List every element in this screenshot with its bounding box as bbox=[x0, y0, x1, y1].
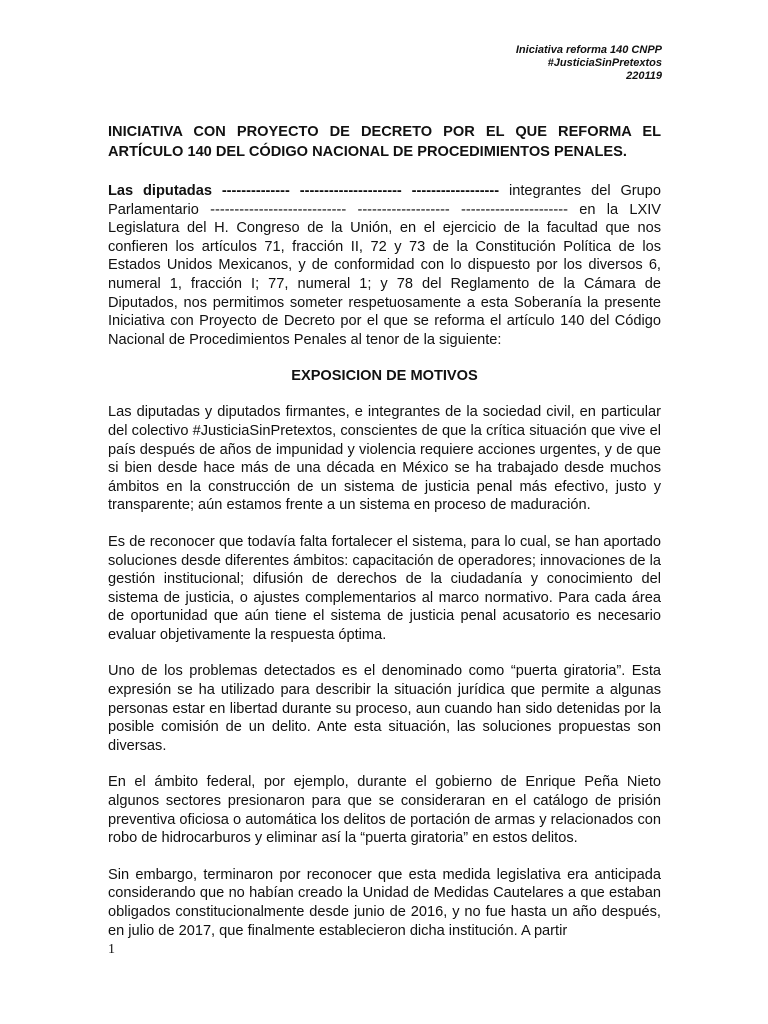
header-line-hashtag: #JusticiaSinPretextos bbox=[547, 57, 662, 69]
document-title: INICIATIVA CON PROYECTO DE DECRETO POR EL QUE REFORMA EL ARTÍCULO 140 DEL CÓDIGO NACIONAL DE PROCEDIMIENTOS PENALES. bbox=[108, 124, 661, 160]
page-number: 1 bbox=[108, 942, 115, 957]
intro-paragraph bbox=[108, 182, 661, 349]
paragraph-2: Es de reconocer que todavía falta fortalecer el sistema, para lo cual, se han aportado soluciones desde diferentes ámbitos: capacitación de operadores; innovaciones de la gestión institucional; difusión de derechos de la ciudadanía y conocimiento del sistema de justicia, o ajustes complementarios al marco normativo. Para cada área de oportunidad que aún tiene el sistema de justicia penal acusatorio es necesario evaluar objetivamente la respuesta óptima. bbox=[108, 533, 661, 643]
paragraph-1: Las diputadas y diputados firmantes, e integrantes de la sociedad civil, en particular del colectivo #JusticiaSinPretextos, conscientes de que la crítica situación que vive el país después de años de impunidad y violencia requiere acciones urgentes, y de que si bien desde hace más de una década en México se ha trabajado desde muchos ámbitos en la construcción de un sistema de justicia penal más efectivo, justo y transparente; aún estamos frente a un sistema en proceso de maduración. bbox=[108, 404, 661, 514]
document-body bbox=[108, 122, 674, 958]
section-title: EXPOSICION DE MOTIVOS bbox=[291, 368, 478, 385]
header-line-date: 220119 bbox=[626, 70, 662, 82]
intro-bold-text: Las diputadas -------------- --------------------- ------------------ bbox=[108, 183, 500, 199]
header-line-initiative: Iniciativa reforma 140 CNPP bbox=[515, 44, 662, 56]
document-header bbox=[516, 44, 662, 83]
paragraph-4: En el ámbito federal, por ejemplo, durante el gobierno de Enrique Peña Nieto algunos sectores presionaron para que se consideraran en el catálogo de prisión preventiva oficiosa o automática los delitos de portación de armas y relacionados con robo de hidrocarburos y eliminar así la “puerta giratoria” en estos delitos. bbox=[108, 774, 661, 847]
paragraph-5: Sin embargo, terminaron por reconocer que esta medida legislativa era anticipada considerando que no habían creado la Unidad de Medidas Cautelares a que estaban obligados constitucionalmente desde junio de 2016, y no fue hasta un año después, en julio de 2017, que finalmente establecieron dicha institución. A partir bbox=[108, 866, 661, 939]
intro-text: integrantes del Grupo Parlamentario ---------------------------- ------------------- ---------------------- en la LXIV Legislatura del H. Congreso de la Unión, en el ejercicio de la facultad que nos confieren los artículos 71, fracción II, 72 y 73 de la Constitución Política de los Estados Unidos Mexicanos, y de conformidad con lo dispuesto por los diversos 6, numeral 1, fracción I; 77, numeral 1; y 78 del Reglamento de la Cámara de Diputados, nos permitimos someter respetuosamente a esta Soberanía la presente Iniciativa con Proyecto de Decreto por el que se reforma el artículo 140 del Código Nacional de Procedimientos Penales al tenor de la siguiente: bbox=[108, 183, 662, 348]
paragraph-3: Uno de los problemas detectados es el denominado como “puerta giratoria”. Esta expresión se ha utilizado para describir la situación jurídica que permite a algunas personas estar en libertad durante su proceso, aun cuando han sido detenidas por la posible comisión de un delito. Ante esta situación, las soluciones propuestas son diversas. bbox=[108, 663, 674, 754]
